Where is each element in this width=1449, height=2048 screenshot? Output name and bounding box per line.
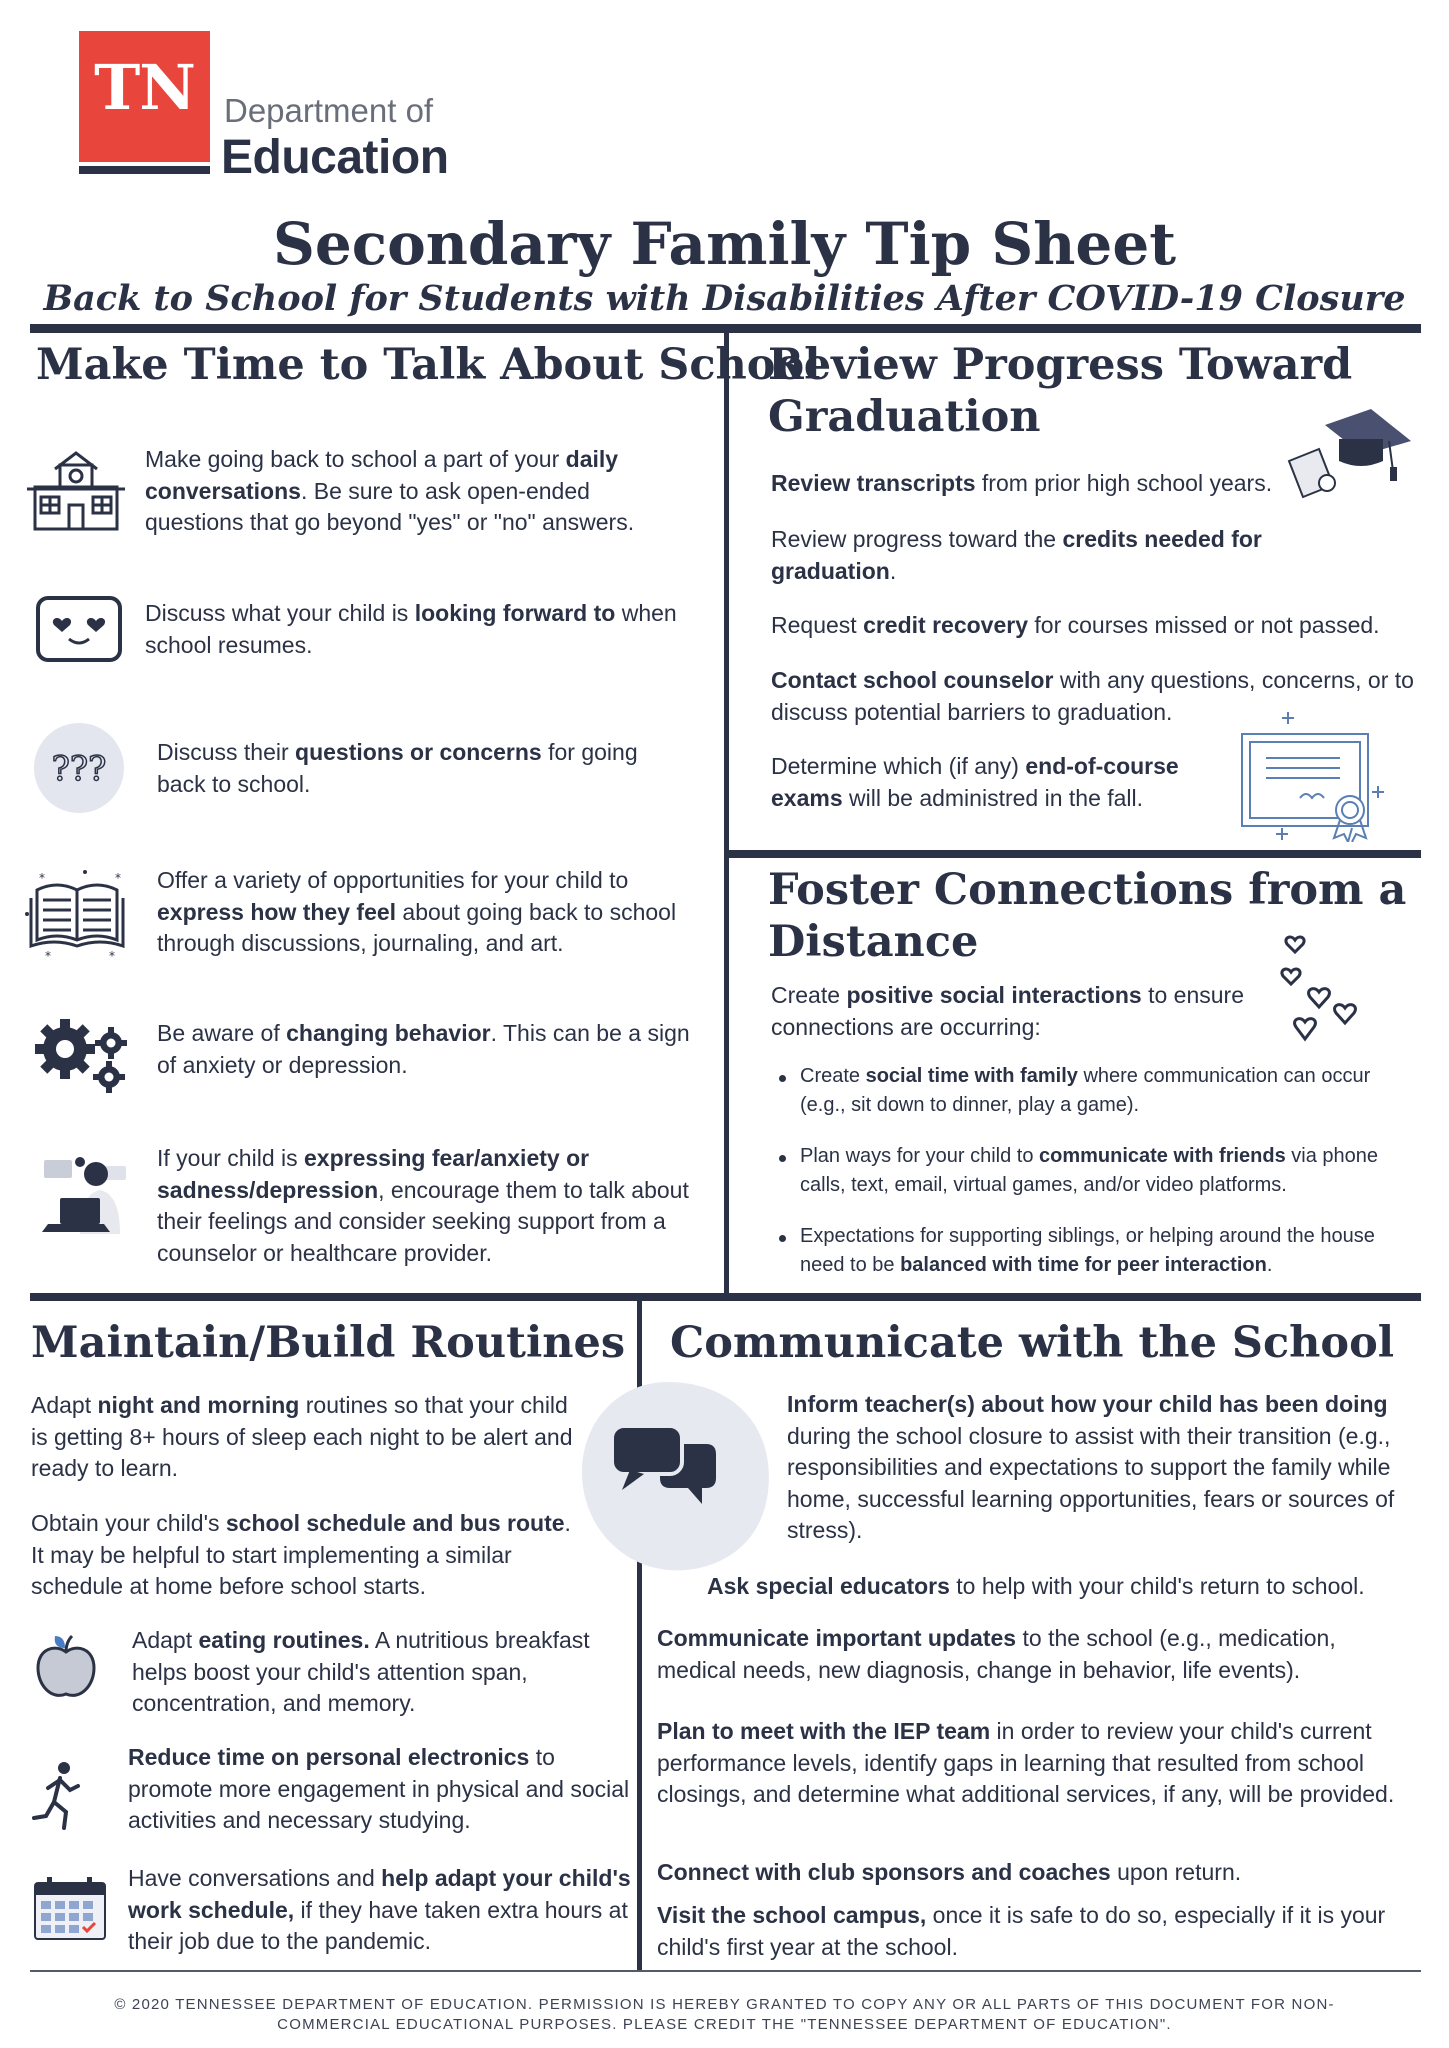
school-item-5: Connect with club sponsors and coaches upon return. xyxy=(657,1859,1242,1885)
copyright-footer: © 2020 TENNESSEE DEPARTMENT OF EDUCATION. PERMISSION IS HEREBY GRANTED TO COPY ANY OR ALL PARTS OF THIS DOCUMENT FOR NON- COMMERCIAL EDUCATIONAL PURPOSES. PLEASE CREDIT THE "TENNESSEE DEPARTMENT OF EDUCATION". xyxy=(114,1996,1335,2033)
school-item-3: Communicate important updates to the school (e.g., medication, medical needs, new diagnosis, change in behavior, life events). xyxy=(657,1625,1336,1683)
svg-text:???: ??? xyxy=(51,749,107,789)
bullet-dot xyxy=(779,1155,786,1162)
bullet-dot xyxy=(779,1075,786,1082)
routines-heading: Maintain/Build Routines xyxy=(31,1318,626,1368)
routines-paragraph-2: Obtain your child's school schedule and bus route. It may be helpful to start implementing a similar schedule at home before school starts. xyxy=(31,1510,571,1599)
tn-logo xyxy=(79,31,210,162)
graduation-item-2: Review progress toward the credits needed for graduation. xyxy=(771,526,1262,584)
student-laptop-icon xyxy=(40,1148,132,1240)
smiley-face-icon xyxy=(35,595,123,665)
page-subtitle: Back to School for Students with Disabilities After COVID-19 Closure xyxy=(43,278,1406,319)
graduation-heading: Review Progress Toward Graduation xyxy=(768,340,1353,442)
school-item-6: Visit the school campus, once it is safe to do so, especially if it is your child's first year at the school. xyxy=(657,1902,1386,1960)
calendar-icon xyxy=(33,1875,109,1941)
routines-item-2: Reduce time on personal electronics to promote more engagement in physical and social activities and necessary studying. xyxy=(128,1744,630,1833)
certificate-icon xyxy=(1230,710,1390,842)
connections-bullet-1: Create social time with family where communication can occur (e.g., sit down to dinner, play a game). xyxy=(800,1065,1371,1116)
connections-bullet-3: Expectations for supporting siblings, or helping around the house need to be balanced with time for peer interaction. xyxy=(800,1225,1375,1276)
logo-underline xyxy=(79,166,210,174)
graduation-item-4: Contact school counselor with any questions, concerns, or to discuss potential barriers to graduation. xyxy=(771,667,1414,725)
talk-item-3: Discuss their questions or concerns for going back to school. xyxy=(157,739,638,797)
school-item-1: Inform teacher(s) about how your child has been doing during the school closure to assist with their transition (e.g., responsibilities and expectations to support the family while home, successful learning opportunities, fears or sources of stress). xyxy=(787,1391,1395,1543)
connections-bullet-2: Plan ways for your child to communicate with friends via phone calls, text, email, virtual games, and/or video platforms. xyxy=(800,1145,1379,1196)
page-title: Secondary Family Tip Sheet xyxy=(272,210,1177,278)
talk-item-6: If your child is expressing fear/anxiety or sadness/depression, encourage them to talk about their feelings and consider seeking support from a counselor or healthcare provider. xyxy=(157,1145,689,1266)
question-marks-icon xyxy=(33,722,125,814)
routines-item-3: Have conversations and help adapt your child's work schedule, if they have taken extra hours at their job due to the pandemic. xyxy=(128,1865,631,1954)
svg-text:*: * xyxy=(109,949,115,960)
talk-item-1: Make going back to school a part of your daily conversations. Be sure to ask open-ended questions that go beyond "yes" or "no" answers. xyxy=(145,446,635,535)
header-divider xyxy=(30,324,1421,333)
middle-divider xyxy=(30,1293,1421,1301)
chat-bubbles-icon xyxy=(578,1378,778,1574)
bullet-dot xyxy=(779,1235,786,1242)
logo-education-text: Education xyxy=(221,131,449,184)
talk-heading: Make Time to Talk About School xyxy=(36,340,821,390)
talk-item-5: Be aware of changing behavior. This can be a sign of anxiety or depression. xyxy=(157,1020,690,1078)
top-vertical-divider xyxy=(724,333,729,1293)
talk-item-4: Offer a variety of opportunities for your child to express how they feel about going back to school through discussions, journaling, and art. xyxy=(157,867,677,956)
routines-paragraph-1: Adapt night and morning routines so that your child is getting 8+ hours of sleep each night to be alert and ready to learn. xyxy=(31,1392,573,1481)
school-icon xyxy=(25,447,127,532)
graduation-item-3: Request credit recovery for courses missed or not passed. xyxy=(771,612,1380,638)
routines-item-1: Adapt eating routines. A nutritious breakfast helps boost your child's attention span, concentration, and memory. xyxy=(132,1627,590,1716)
logo-department-text: Department of xyxy=(224,92,434,129)
graduation-item-5: Determine which (if any) end-of-course exams will be administred in the fall. xyxy=(771,753,1179,811)
open-book-icon xyxy=(25,868,129,960)
svg-text:*: * xyxy=(39,871,45,885)
talk-item-2: Discuss what your child is looking forward to when school resumes. xyxy=(145,600,677,658)
svg-text:*: * xyxy=(45,949,51,960)
graduation-item-1: Review transcripts from prior high school years. xyxy=(771,470,1273,496)
school-item-2: Ask special educators to help with your child's return to school. xyxy=(707,1573,1365,1599)
runner-icon xyxy=(30,1760,90,1835)
connections-intro: Create positive social interactions to ensure connections are occurring: xyxy=(771,982,1244,1040)
connections-heading: Foster Connections from a Distance xyxy=(768,865,1407,967)
svg-text:*: * xyxy=(115,871,121,885)
gears-icon xyxy=(33,1015,133,1095)
logo-abbr: TN xyxy=(94,51,195,124)
school-item-4: Plan to meet with the IEP team in order to review your child's current performance levels, identify gaps in learning that resulted from school closings, and determine what additional services, if any, will be provided. xyxy=(657,1718,1395,1807)
apple-icon xyxy=(35,1632,97,1702)
footer-rule xyxy=(30,1970,1421,1972)
right-column-divider xyxy=(729,850,1421,858)
school-heading: Communicate with the School xyxy=(670,1318,1395,1368)
